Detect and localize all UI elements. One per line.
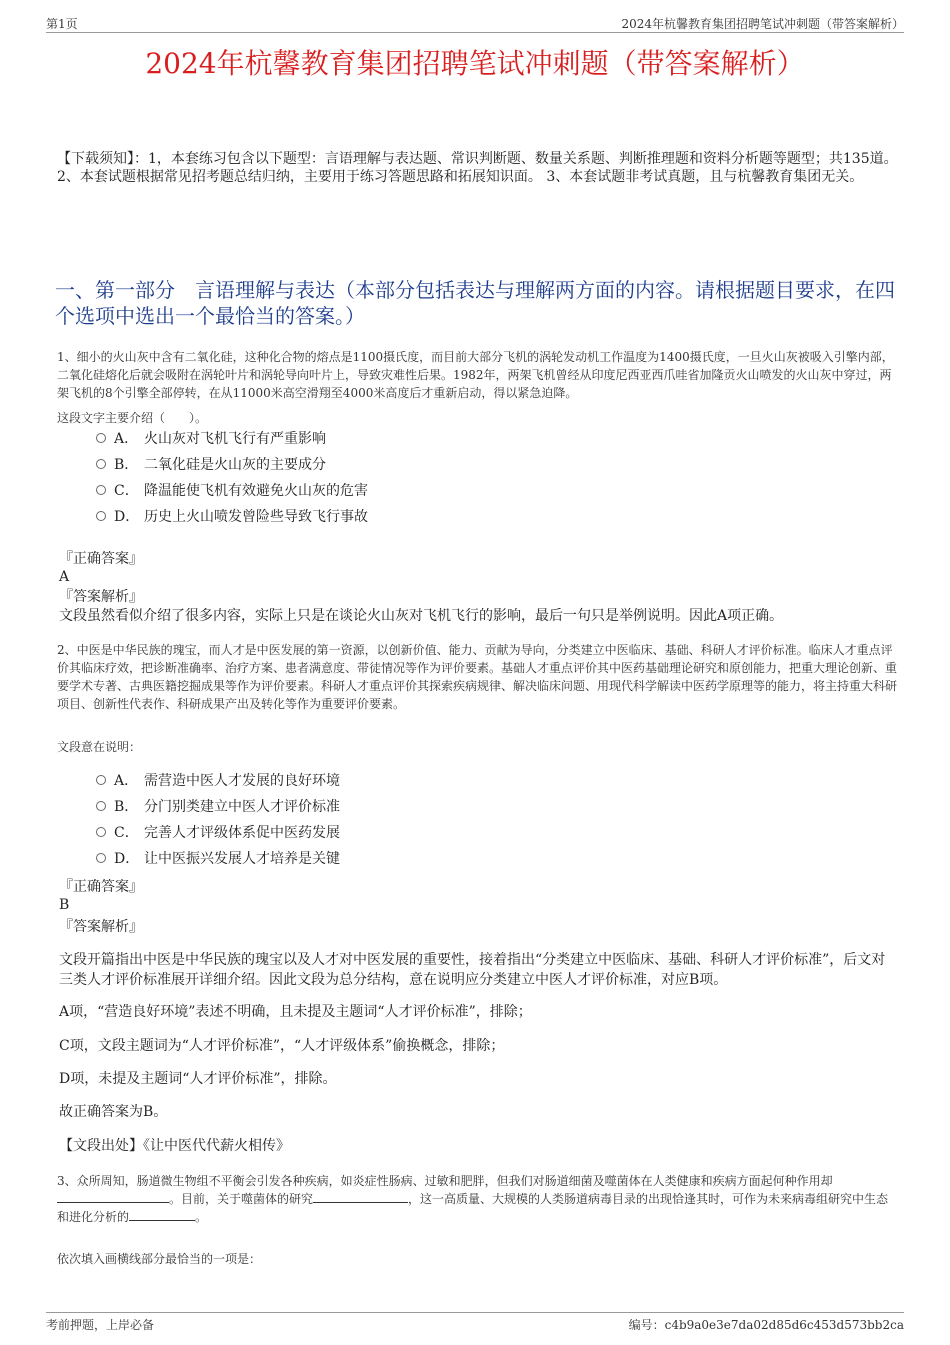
- radio-icon[interactable]: [96, 853, 106, 863]
- footer-serial: 编号：c4b9a0e3e7da02d85d6c453d573bb2ca: [628, 1318, 904, 1332]
- q2-option-d[interactable]: D． 让中医振兴发展人才培养是关键: [96, 849, 340, 869]
- q2-text: 2、中医是中华民族的瑰宝，而人才是中医发展的第一资源，以创新价值、能力、贡献为导向，分类建立中医临床、基础、科研人才评价标准。临床人才重点评价其临床疗效，把诊断准确率、治疗方案、患者满意度、带徒情况等作为评价要素。基础人才重点评价其中医药基础理论研究和原创能力，把重大理论创新、重要学术专著、古典医籍挖掘成果等作为评价要素。科研人才重点评价其探索疾病规律、解决临床问题、用现代科学解读中医药学原理等的能力，将主持重大科研项目、创新性代表作、科研成果产出及转化等作为重要评价要素。: [57, 643, 898, 711]
- q2-option-b[interactable]: B． 分门别类建立中医人才评价标准: [96, 797, 340, 817]
- q1-option-b[interactable]: B． 二氧化硅是火山灰的主要成分: [96, 455, 326, 475]
- page-title: 2024年杭馨教育集团招聘笔试冲刺题（带答案解析）: [145, 47, 805, 80]
- q1-option-a[interactable]: A． 火山灰对飞机飞行有严重影响: [96, 429, 326, 449]
- q3-text: 3、众所周知，肠道微生物组不平衡会引发各种疾病，如炎症性肠病、过敏和肥胖，但我们对肠道细菌及噬菌体在人类健康和疾病方面起何种作用却。目前，关于噬菌体的研究 ，这一高质量、大规模的人类肠道病毒目录的出现恰逢其时，可作为未来病毒组研究中生态和进化分析的 。: [57, 1174, 889, 1224]
- q2-stem: 文段意在说明：: [57, 740, 142, 754]
- radio-icon[interactable]: [96, 459, 106, 469]
- q1-answer-label: 『正确答案』: [59, 551, 143, 567]
- q2-option-a[interactable]: A． 需营造中医人才发展的良好环境: [96, 771, 340, 791]
- q3-stem: 依次填入画横线部分最恰当的一项是：: [57, 1252, 262, 1266]
- q2-analysis-c: C项，文段主题词为“人才评价标准”，“人才评级体系”偷换概念，排除；: [59, 1038, 505, 1054]
- footer-slogan: 考前押题，上岸必备: [46, 1318, 155, 1332]
- q1-stem: 这段文字主要介绍（ ）。: [57, 411, 208, 425]
- page-number: 第1页: [46, 17, 78, 31]
- page-header: [46, 14, 904, 33]
- q3-blank-2[interactable]: [313, 1190, 408, 1203]
- download-notice: 【下载须知】：1，本套练习包含以下题型：言语理解与表达题、常识判断题、数量关系题、判断推理题和资料分析题等题型；共135道。 2、本套试题根据常见招考题总结归纳，主要用于练习答题思路和拓展知识面。 3、本套试题非考试真题，且与杭馨教育集团无关。: [57, 151, 898, 185]
- radio-icon[interactable]: [96, 433, 106, 443]
- q3-blank-3[interactable]: [129, 1208, 195, 1221]
- radio-icon[interactable]: [96, 511, 106, 521]
- q2-analysis-d: D项，未提及主题词“人才评价标准”，排除。: [59, 1071, 337, 1087]
- radio-icon[interactable]: [96, 485, 106, 495]
- q1-analysis: 文段虽然看似介绍了很多内容，实际上只是在谈论火山灰对飞机飞行的影响，最后一句只是举例说明。因此A项正确。: [59, 608, 784, 624]
- page-footer: [46, 1312, 904, 1333]
- q1-text: 1、细小的火山灰中含有二氧化硅，这种化合物的熔点是1100摄氏度，而目前大部分飞机的涡轮发动机工作温度为1400摄氏度，一旦火山灰被吸入引擎内部，二氧化硅熔化后就会吸附在涡轮叶片和涡轮导向叶片上，导致灾难性后果。1982年，两架飞机曾经从印度尼西亚西爪哇省加隆贡火山喷发的火山灰中穿过，两架飞机的8个引擎全部停转，在从11000米高空滑翔至4000米高度后才重新启动，得以紧急迫降。: [57, 350, 894, 400]
- radio-icon[interactable]: [96, 801, 106, 811]
- q2-analysis: 文段开篇指出中医是中华民族的瑰宝以及人才对中医发展的重要性，接着指出“分类建立中医临床、基础、科研人才评价标准”，后文对三类人才评价标准展开详细介绍。因此文段为总分结构，意在说明应分类建立中医人才评价标准，对应B项。: [59, 952, 886, 988]
- q1-option-c[interactable]: C． 降温能使飞机有效避免火山灰的危害: [96, 481, 368, 501]
- radio-icon[interactable]: [96, 775, 106, 785]
- radio-icon[interactable]: [96, 827, 106, 837]
- q1-option-d[interactable]: D． 历史上火山喷发曾险些导致飞行事故: [96, 507, 368, 527]
- q2-option-c[interactable]: C． 完善人才评级体系促中医药发展: [96, 823, 340, 843]
- q2-source: 【文段出处】《让中医代代薪火相传》: [59, 1138, 290, 1154]
- q2-analysis-label: 『答案解析』: [59, 919, 143, 935]
- q2-answer: B: [59, 897, 70, 913]
- q1-answer: A: [59, 569, 70, 585]
- q1-analysis-label: 『答案解析』: [59, 589, 143, 605]
- q3-blank-1[interactable]: [57, 1190, 169, 1203]
- q2-analysis-a: A项，“营造良好环境”表述不明确，且未提及主题词“人才评价标准”，排除；: [59, 1004, 532, 1020]
- section-heading: 一、第一部分 言语理解与表达（本部分包括表达与理解两方面的内容。请根据题目要求，在四个选项中选出一个最恰当的答案。）: [55, 278, 895, 328]
- q2-conclusion: 故正确答案为B。: [59, 1104, 168, 1120]
- q2-answer-label: 『正确答案』: [59, 879, 143, 895]
- header-doc-title: 2024年杭馨教育集团招聘笔试冲刺题（带答案解析）: [621, 17, 904, 31]
